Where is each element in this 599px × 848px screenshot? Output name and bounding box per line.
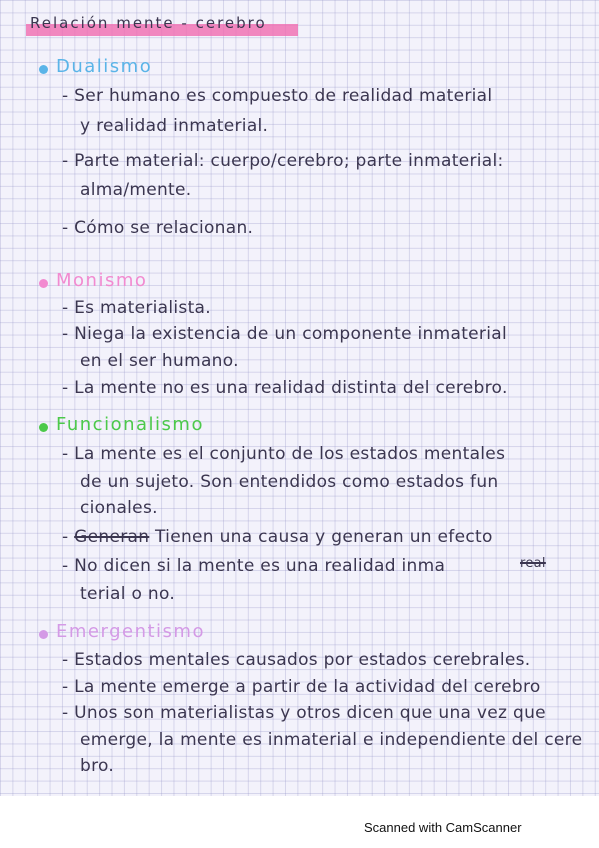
funcionalismo-line-2: de un sujeto. Son entendidos como estados fun (80, 472, 499, 492)
funcionalismo-line-1: - La mente es el conjunto de los estados mentales (62, 444, 506, 464)
funcionalismo-line-5: - No dicen si la mente es una realidad inma (62, 556, 446, 576)
emergentismo-line-5: bro. (80, 756, 115, 776)
heading-monismo: Monismo (56, 270, 148, 291)
dualismo-bullet (39, 65, 48, 74)
heading-dualismo: Dualismo (56, 56, 153, 77)
monismo-line-3: en el ser humano. (80, 351, 239, 371)
emergentismo-line-1: - Estados mentales causados por estados cerebrales. (62, 650, 531, 670)
monismo-line-4: - La mente no es una realidad distinta del cerebro. (62, 378, 508, 398)
funcionalismo-line-6: terial o no. (80, 584, 176, 604)
dualismo-line-1: - Ser humano es compuesto de realidad material (62, 86, 493, 106)
dualismo-line-4: alma/mente. (80, 180, 192, 200)
dualismo-line-2: y realidad inmaterial. (80, 116, 269, 136)
page-title: Relación mente - cerebro (30, 14, 267, 32)
monismo-line-2: - Niega la existencia de un componente inmaterial (62, 324, 507, 344)
monismo-bullet (39, 279, 48, 288)
heading-emergentismo: Emergentismo (56, 621, 205, 642)
struck-word-real: real (520, 556, 546, 571)
heading-funcionalismo: Funcionalismo (56, 414, 204, 435)
scanner-footer: Scanned with CamScanner (364, 820, 522, 835)
funcionalismo-line-3: cionales. (80, 498, 158, 518)
emergentismo-line-3: - Unos son materialistas y otros dicen que una vez que (62, 703, 546, 723)
funcionalismo-bullet (39, 423, 48, 432)
dualismo-line-3: - Parte material: cuerpo/cerebro; parte inmaterial: (62, 151, 504, 171)
emergentismo-line-2: - La mente emerge a partir de la actividad del cerebro (62, 677, 541, 697)
monismo-line-1: - Es materialista. (62, 298, 211, 318)
struck-word-generan: Generan (74, 527, 150, 547)
emergentismo-line-4: emerge, la mente es inmaterial e independiente del cere (80, 730, 583, 750)
emergentismo-bullet (39, 630, 48, 639)
dash: - (62, 527, 75, 547)
dualismo-line-5: - Cómo se relacionan. (62, 218, 254, 238)
funcionalismo-line-4-wrap (62, 527, 493, 547)
funcionalismo-line-4: Tienen una causa y generan un efecto (155, 527, 493, 547)
